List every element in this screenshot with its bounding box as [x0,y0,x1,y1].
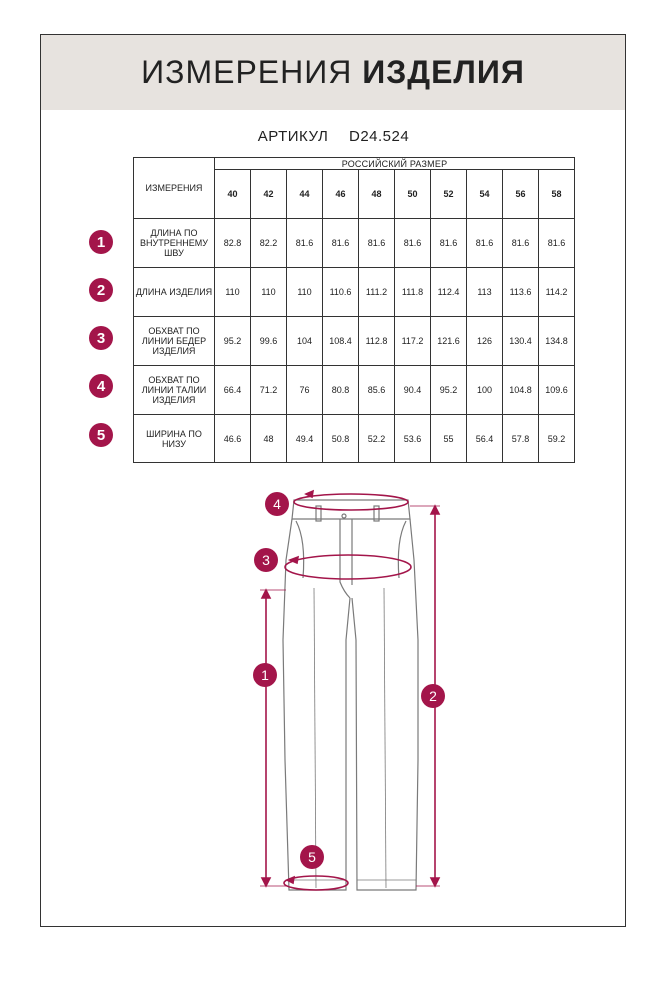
size-header: 40 [215,170,251,219]
size-group-header: РОССИЙСКИЙ РАЗМЕР [215,158,575,170]
cell-value: 52.2 [359,415,395,463]
cell-value: 112.4 [431,268,467,317]
measure-header: ИЗМЕРЕНИЯ [134,158,215,219]
size-header: 48 [359,170,395,219]
cell-value: 85.6 [359,366,395,415]
cell-value: 57.8 [503,415,539,463]
cell-value: 121.6 [431,317,467,366]
row-badge-5: 5 [89,423,113,447]
cell-value: 76 [287,366,323,415]
diagram-marker-1: 1 [253,663,277,687]
cell-value: 104.8 [503,366,539,415]
row-badge-2: 2 [89,278,113,302]
cell-value: 56.4 [467,415,503,463]
cell-value: 112.8 [359,317,395,366]
cell-value: 114.2 [539,268,575,317]
diagram-marker-4: 4 [265,492,289,516]
diagram-marker-3: 3 [254,548,278,572]
cell-value: 82.2 [251,219,287,268]
cell-value: 110 [215,268,251,317]
cell-value: 126 [467,317,503,366]
cell-value: 111.2 [359,268,395,317]
row-label: ДЛИНА ИЗДЕЛИЯ [134,268,215,317]
size-header: 54 [467,170,503,219]
cell-value: 110 [287,268,323,317]
size-header: 44 [287,170,323,219]
title-bold: ИЗДЕЛИЯ [362,54,525,90]
cell-value: 81.6 [359,219,395,268]
diagram-marker-5: 5 [300,845,324,869]
cell-value: 59.2 [539,415,575,463]
cell-value: 66.4 [215,366,251,415]
cell-value: 81.6 [467,219,503,268]
size-header: 52 [431,170,467,219]
cell-value: 82.8 [215,219,251,268]
row-label: ОБХВАТ ПО ЛИНИИ ТАЛИИ ИЗДЕЛИЯ [134,366,215,415]
size-header: 50 [395,170,431,219]
row-badge-1: 1 [89,230,113,254]
cell-value: 48 [251,415,287,463]
cell-value: 104 [287,317,323,366]
cell-value: 46.6 [215,415,251,463]
cell-value: 130.4 [503,317,539,366]
cell-value: 109.6 [539,366,575,415]
row-badge-4: 4 [89,374,113,398]
row-label: ШИРИНА ПО НИЗУ [134,415,215,463]
cell-value: 110.6 [323,268,359,317]
size-header: 42 [251,170,287,219]
cell-value: 95.2 [431,366,467,415]
cell-value: 113 [467,268,503,317]
cell-value: 90.4 [395,366,431,415]
cell-value: 110 [251,268,287,317]
cell-value: 81.6 [323,219,359,268]
cell-value: 81.6 [503,219,539,268]
size-header: 58 [539,170,575,219]
cell-value: 134.8 [539,317,575,366]
row-badge-3: 3 [89,326,113,350]
cell-value: 80.8 [323,366,359,415]
cell-value: 81.6 [395,219,431,268]
cell-value: 81.6 [287,219,323,268]
row-label: ОБХВАТ ПО ЛИНИИ БЕДЕР ИЗДЕЛИЯ [134,317,215,366]
cell-value: 113.6 [503,268,539,317]
cell-value: 81.6 [431,219,467,268]
size-header: 56 [503,170,539,219]
diagram-marker-2: 2 [421,684,445,708]
cell-value: 55 [431,415,467,463]
title-light: ИЗМЕРЕНИЯ [141,54,353,90]
cell-value: 99.6 [251,317,287,366]
cell-value: 108.4 [323,317,359,366]
cell-value: 100 [467,366,503,415]
cell-value: 111.8 [395,268,431,317]
cell-value: 50.8 [323,415,359,463]
cell-value: 49.4 [287,415,323,463]
size-header: 46 [323,170,359,219]
cell-value: 71.2 [251,366,287,415]
cell-value: 95.2 [215,317,251,366]
cell-value: 53.6 [395,415,431,463]
row-label: ДЛИНА ПО ВНУТРЕННЕМУ ШВУ [134,219,215,268]
article-label: АРТИКУЛ [257,128,329,145]
cell-value: 81.6 [539,219,575,268]
article-code: D24.524 [349,128,410,145]
cell-value: 117.2 [395,317,431,366]
